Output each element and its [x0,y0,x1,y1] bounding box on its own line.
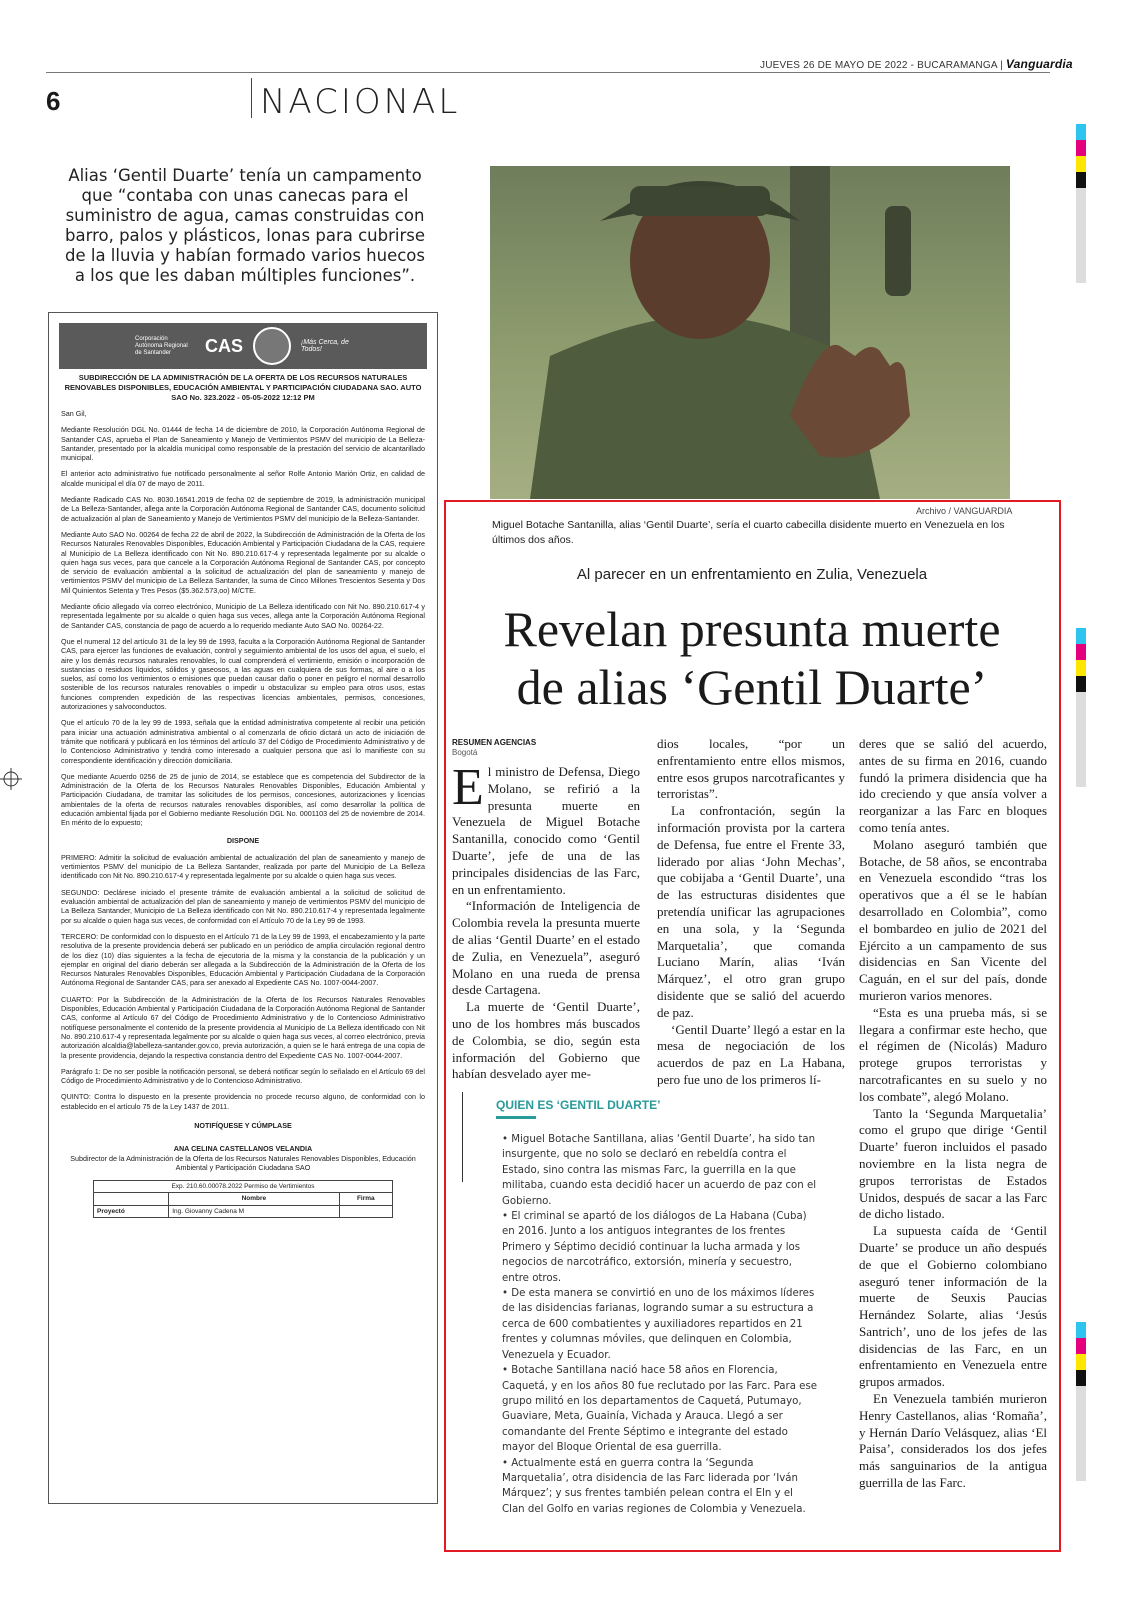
notice-body [61,373,425,1218]
page-number: 6 [46,86,61,116]
article-kicker: Al parecer en un enfrentamiento en Zulia, Venezuela [576,566,928,583]
article-paragraph: En Venezuela también murieron Henry Castellanos, alias ‘Romaña’, y Hernán Darío Velásquez, alias ‘El Paisa’, considerados los dos jefes más sanguinarios de la antigua guerrilla de las Farc. [859,1391,1047,1491]
notice-logo-right: ¡Más Cerca, de Todos! [301,339,349,353]
legal-notice [48,312,438,1504]
box-item: • De esta manera se convirtió en uno de los máximos líderes de las disidencias farianas, logrando sumar a su estructura a cerca de 600 combatientes y auxiliadores repartidos en 21 frentes y columnas móviles, que delinquen en Colombia, Venezuela y Ecuador. [502,1288,815,1361]
color-bar-bottom [1076,1322,1086,1481]
notice-title: SUBDIRECCIÓN DE LA ADMINISTRACIÓN DE LA OFERTA DE LOS RECURSOS NATURALES RENOVABLES DISPONIBLES, EDUCACIÓN AMBIENTAL Y PARTICIPACIÓN CIUDADANA SAO. AUTO SAO No. 323.2022 - 05-05-2022 12:12 PM [64,373,422,402]
photo-illustration [490,166,1010,499]
notice-table-row-label: Proyectó [94,1205,169,1217]
notice-dispone: DISPONE [226,835,260,845]
notice-table [93,1180,393,1218]
notice-closing: NOTIFÍQUESE Y CÚMPLASE [194,1121,292,1130]
box-item: • Miguel Botache Santillana, alias ‘Gentil Duarte’, ha sido tan insurgente, que no solo se declaró en rebeldía contra el Estado, sino contra las mismas Farc, la guerrilla en la que militaba, cuando esta decidió hacer un acuerdo de paz con el Gobierno. [502,1134,817,1207]
article-column-3 [859,736,1047,1492]
color-bar-top [1076,124,1086,283]
notice-table-row-value: Ing. Giovanny Cadena M [169,1205,339,1217]
headline-line-1: Revelan presunta muerte [503,601,1001,657]
article-paragraph: La confrontación, según la información provista por la cartera de Defensa, fue entre el Frente 33, liderado por alias ‘John Mechas’, que cobijaba a ‘Gentil Duarte’, una de las estructuras disidentes que pretendía unificar las agrupaciones en una sola, y la ‘Segunda Marquetalia’, que comanda Luciano Marín, alias ‘Iván Márquez’, el otro gran grupo disidente que se salió del acuerdo de paz. [657,803,845,1020]
notice-table-col-firma: Firma [339,1193,392,1205]
notice-paragraph: Que el numeral 12 del artículo 31 de la ley 99 de 1993, faculta a la Corporación Autónoma Regional de Santander CAS, para ejercer las funciones de evaluación, control y seguimiento ambiental de los usos del agua, el suelo, el aire y los demás recursos naturales renovables, lo cual comprenderá el vertimiento, emisión o incorporación de sustancias o residuos líquidos, sólidos y gaseosos, a las aguas en cualquiera de sus formas, al aire o a los suelos, así como los vertimientos o emisiones que puedan causar daño o poner en peligro el normal desarrollo sostenible de los recursos naturales renovables o impedir u obstaculizar su empleo para otros usos, estas funciones comprenden expedición de las respectivas licencias ambientales, permisos, concesiones, autorizaciones y salvoconductos. [61,636,425,712]
article-paragraph: “Información de Inteligencia de Colombia revela la presunta muerte de alias ‘Gentil Duarte’ en el estado de Zulia, en Venezuela”, aseguró Molano en una rueda de prensa desde Cartagena. [452,898,640,998]
section-title: NACIONAL [260,82,461,122]
color-bar-middle [1076,628,1086,787]
photo-credit: Archivo / VANGUARDIA [916,506,1013,516]
dropcap: E [452,759,484,816]
box-bracket [462,1092,473,1182]
top-rule [46,72,1050,73]
registration-mark-icon [0,768,22,790]
notice-article: PRIMERO: Admitir la solicitud de evaluación ambiental de actualización del plan de saneamiento y manejo de vertimientos PSMV del municipio de La Belleza Santander, realizada por parte del Municipio de La Belleza identificado con Nit No. 890.210.617-4 y representada legalmente por su alcalde o quien haga sus veces. [61,852,425,881]
notice-signer: ANA CELINA CASTELLANOS VELANDIA [173,1144,313,1154]
notice-table-header: Exp. 210.60.00078.2022 Permiso de Vertimientos [94,1181,393,1193]
seal-icon [253,327,291,365]
article-photo [490,166,1010,499]
byline-location: Bogotá [452,748,478,757]
notice-paragraph: El anterior acto administrativo fue notificado personalmente al señor Rolfe Antonio Marión Ortiz, en calidad de alcalde municipal el día 07 de mayo de 2011. [61,469,425,488]
headline-line-2: de alias ‘Gentil Duarte’ [516,659,988,715]
notice-paragraph: Mediante Auto SAO No. 00264 de fecha 22 de abril de 2022, la Subdirección de Administración de la Oferta de los Recursos Naturales Renovables Disponibles, Educación Ambiental y Participación Ciudadana de la CAS, requiere al Municipio de La Belleza identificado con Nit No. 890.210.617-4 y representada legalmente por su alcalde o quien haga sus veces, para que cancele a la Corporación Autónoma Regional de Santander CAS, por concepto de servicio de evaluación ambiental a la solicitud de actualización del plan de saneamiento y manejo de vertimientos PSMV del municipio de La Belleza Santander, la suma de Cinco Millones Trescientos Sesenta y Dos Mil Quinientos Setenta y Tres Pesos ($5.362.573,oo) M/CTE. [61,529,425,595]
notice-article: QUINTO: Contra lo dispuesto en la presente providencia no procede recurso alguno, de conformidad con lo establecido en el artículo 75 de la Ley 1437 de 2011. [61,1092,425,1111]
notice-logo-left: Corporación Autónoma Regional de Santander [134,335,188,356]
article-paragraph: “Esta es una prueba más, si se llegara a confirmar este hecho, que el régimen de (Nicolás) Maduro protege grupos terroristas y narcotraficantes en su suelo y no los combate”, alegó Molano. [859,1004,1047,1104]
notice-logo-cas: CAS [204,335,243,356]
byline: RESUMEN AGENCIAS [452,738,537,747]
notice-signer-title: Subdirector de la Administración de la Oferta de los Recursos Naturales Renovables Disponibles, Educación Ambiental y Participación Ciudadana SAO [70,1153,416,1172]
notice-paragraph: Que el artículo 70 de la ley 99 de 1993, señala que la entidad administrativa competente al recibir una petición para iniciar una actuación administrativa ambiental o al comenzarla de oficio dictará un acto de iniciación de trámite que notificará y publicará en los términos del artículo 37 del Código de Procedimiento Administrativo y de lo Contencioso Administrativo y tendrá como interesado a cualquier persona que así lo manifieste con su correspondiente identificación y dirección domiciliaria. [61,718,425,765]
notice-table-col-name: Nombre [169,1193,339,1205]
box-body [502,1132,818,1517]
notice-article: SEGUNDO: Declárese iniciado el presente trámite de evaluación ambiental a la solicitud de solicitud de evaluación ambiental de actualización del plan de saneamiento y manejo de vertimientos PSMV del municipio de La Belleza Santander, Municipio de La Belleza identificado con Nit No. 890.210.617-4 y representada legalmente por su alcalde o quien haga sus veces, de conformidad con el Artículo 70 de la Ley 99 de 1993. [61,887,425,925]
article-paragraph: Molano aseguró también que Botache, de 58 años, se encontraba en Venezuela escondido “tras los operativos que a él se le habían desarrollado en Colombia”, como el bombardeo en julio de 2021 del Ejército a un campamento de sus disidencias en San Vicente del Caguán, en el sur del país, donde murieron varios menores. [859,836,1047,1003]
notice-paragraph: Mediante Radicado CAS No. 8030.16541.2019 de fecha 02 de septiembre de 2019, la administración municipal de La Belleza-Santander, allega ante la Corporación Autónoma Regional de Santander CAS, documento solicitud de actualización al plan de Saneamiento y Manejo de Vertimientos PSMV del municipio de la Belleza-Santander. [61,495,425,523]
notice-place: San Gil, [61,409,87,418]
notice-article: CUARTO: Por la Subdirección de la Administración de la Oferta de los Recursos Naturales Renovables Disponibles, Educación Ambiental y Participación Ciudadana de la Corporación Autónoma Regional de Santander CAS, conforme al Artículo 67 del Código de Procedimiento Administrativo y de lo Contencioso Administrativo notifíquese personalmente el contenido de la presente providencia al Municipio de La Belleza identificado con Nit No. 890.210.617-4 y representada legalmente por su alcalde o quien haga sus veces, al correo electrónico, previa autorización alcaldia@labelleza-santander.gov.co, previa autorización, a quien se le hará entrega de una copia de la presente providencia, dejando la respectiva constancia dentro del Expediente CAS No. 1007-0044-2007. [61,994,425,1060]
brand-logo: Vanguardia [1005,57,1073,71]
box-item: • Actualmente está en guerra contra la ‘Segunda Marquetalia’, otra disidencia de las Farc liderada por ‘Iván Márquez’; y sus frentes también pelean contra el Eln y el Clan del Golfo en varias regiones de Colombia y Venezuela. [502,1457,806,1515]
box-item: • Botache Santillana nació hace 58 años en Florencia, Caquetá, y en los años 80 fue reclutado por las Farc. Para ese grupo militó en los departamentos de Caquetá, Putumayo, Guaviare, Meta, Guainía, Vichada y Arauca. Llegó a ser comandante del Frente Séptimo e integrante del estado mayor del Bloque Oriental de esa guerrilla. [502,1365,818,1454]
article-column-1 [452,759,640,1083]
dateline: JUEVES 26 DE MAYO DE 2022 - BUCARAMANGA | Vanguardia [760,57,1073,71]
notice-paragraph: Mediante oficio allegado vía correo electrónico, Municipio de La Belleza identificado con Nit No. 890.210.617-4 y representada legalmente por su alcalde o quien haga sus veces, allega ante la Corporación Autónoma Regional de Santander CAS, constancia de pago de acuerdo a lo requerido mediante Auto SAO No. 00264-22. [61,602,425,630]
pull-quote: Alias ‘Gentil Duarte’ tenía un campamento que “contaba con unas canecas para el suministro de agua, camas construidas con barro, palos y plásticos, lonas para cubrirse de la lluvia y habían formado varios huecos a los que les daban múltiples funciones”. [65,166,425,285]
photo-caption: Miguel Botache Santanilla, alias ‘Gentil Duarte’, sería el cuarto cabecilla disidente muerto en Venezuela en los últimos dos años. [492,519,1005,546]
article-headline [446,600,1058,716]
notice-header [59,323,427,369]
notice-article: TERCERO: De conformidad con lo dispuesto en el Artículo 71 de la Ley 99 de 1993, el encabezamiento y la parte resolutiva de la presente providencia deberá ser publicado en un periódico de amplia circulación regional dentro de los diez (10) días siguientes a la fecha de ejecutoria de la misma y la constancia de la publicación y un ejemplar en original del diario deberán ser allegada a la Subdirección de la Administración de la Oferta de los Recursos Naturales Renovables Disponibles, Educación Ambiental y Participación Ciudadana de la Corporación Autónoma Regional de Santander CAS, para ser anexado al Expediente CAS No. 1007-0044-2007. [61,931,425,988]
article-paragraph: Tanto la ‘Segunda Marquetalia’ como el grupo que dirige ‘Gentil Duarte’ fueron incluidos el pasado noviembre en la lista negra de grupos terroristas de Estados Unidos, después de sacar a las Farc de dicho listado. [859,1105,1047,1222]
article-paragraph: La muerte de ‘Gentil Duarte’, uno de los hombres más buscados de Colombia, se dio, según esta información del Gobierno que habían desvelado ayer me- [452,999,640,1082]
article-paragraph: l ministro de Defensa, Diego Molano, se refirió a la presunta muerte en Venezuela de Miguel Botache Santanilla, conocido como ‘Gentil Duarte’, jefe de una de las principales disidencias de las Farc, en un enfrentamiento. [452,764,640,897]
article-paragraph: La supuesta caída de ‘Gentil Duarte’ se produce un año después de que el Gobierno colombiano aseguró tener información de la muerte de Seuxis Paucias Hernández Solarte, alias ‘Jesús Santrich’, uno de los jefes de las disidencias de las Farc, en un enfrentamiento en Venezuela entre grupos armados. [859,1223,1047,1390]
article-paragraph: ‘Gentil Duarte’ llegó a estar en la mesa de negociación de los acuerdos de paz en La Habana, pero fue uno de los primeros lí- [657,1021,845,1087]
article-paragraph: deres que se salió del acuerdo, antes de su firma en 2016, cuando fundó la primera disidencia que ha ido creciendo y que ansía volver a reorganizar a las Farc en bloques como tenía antes. [859,736,1047,835]
notice-paragraph: Mediante Resolución DGL No. 01444 de fecha 14 de diciembre de 2010, la Corporación Autónoma Regional de Santander CAS, aprueba el Plan de Saneamiento y Manejo de Vertimientos PSMV del municipio de La Belleza-Santander, presentado por la alcaldía municipal como responsable de la prestación del servicio de alcantarillado municipal. [61,425,425,463]
box-title: QUIEN ES ‘GENTIL DUARTE’ [496,1098,661,1112]
article-paragraph: dios locales, “por un enfrentamiento entre ellos mismos, entre esos grupos narcotraficantes y terroristas”. [657,736,845,802]
dateline-text: JUEVES 26 DE MAYO DE 2022 - BUCARAMANGA [760,60,998,71]
notice-paragraph: Que mediante Acuerdo 0256 de 25 de junio de 2014, se establece que es competencia del Subdirector de la Administración de la Oferta de los Recursos Naturales Renovables Disponibles, Educación Ambiental y Participación Ciudadana, de tramitar las solicitudes de los permisos, concesiones, autorizaciones y licencias ambientales de la oferta de recursos naturales renovables disponibles, así como desarrollar la política de educación ambiental fijada por el Gobierno mediante Resolución DGL No. 0001103 del 25 de noviembre de 2014. En mérito de lo expuesto; [61,771,425,828]
notice-article: Parágrafo 1: De no ser posible la notificación personal, se deberá notificar según lo señalado en el Artículo 69 del Código de Procedimiento Administrativo y de lo Contencioso Administrativo. [61,1066,425,1086]
article-column-2 [657,736,845,1089]
box-item: • El criminal se apartó de los diálogos de La Habana (Cuba) en 2016. Junto a los antiguos integrantes de los frentes Primero y Séptimo decidió continuar la lucha armada y los negocios de narcotráfico, extorsión, minería y secuestro, entre otros. [502,1211,807,1284]
box-title-underline [496,1116,536,1119]
section-divider [251,78,252,118]
